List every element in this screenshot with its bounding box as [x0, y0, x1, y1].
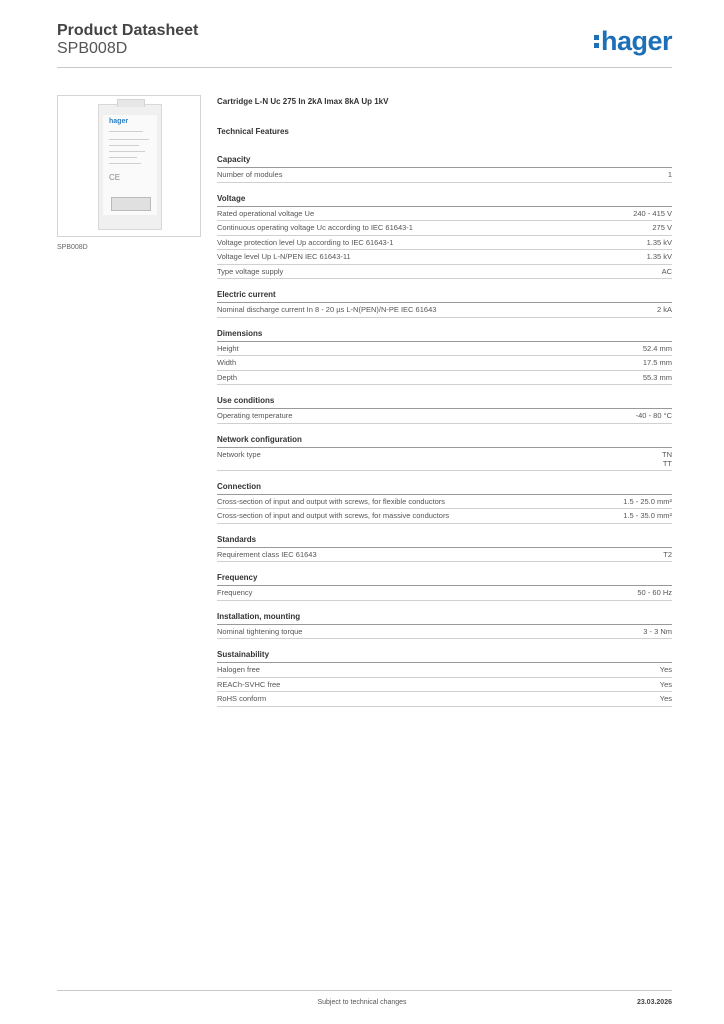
label-line — [109, 163, 141, 164]
logo-colon-icon — [594, 26, 599, 50]
feature-value: AC — [661, 266, 672, 276]
feature-value: Yes — [659, 694, 672, 703]
feature-row — [217, 265, 672, 280]
feature-section — [217, 612, 672, 640]
feature-section — [217, 573, 672, 601]
section-title: Installation, mounting — [217, 612, 672, 625]
footer-note: Subject to technical changes — [317, 999, 407, 1006]
feature-value-line: TT — [662, 458, 672, 468]
feature-row — [217, 409, 672, 424]
feature-value: 1.5 - 25.0 mm² — [623, 496, 672, 506]
cartridge-illustration — [98, 104, 162, 230]
feature-label: RoHS conform — [217, 694, 267, 703]
feature-row — [217, 236, 672, 251]
feature-section — [217, 396, 672, 424]
section-title: Sustainability — [217, 650, 672, 663]
section-title: Use conditions — [217, 396, 672, 409]
technical-features-heading: Technical Features — [217, 127, 289, 136]
section-title: Connection — [217, 482, 672, 495]
feature-value: 3 - 3 Nm — [643, 626, 672, 636]
feature-row — [217, 692, 672, 707]
footer-divider — [57, 990, 672, 991]
label-line — [109, 145, 139, 146]
feature-row — [217, 250, 672, 265]
feature-label: Halogen free — [217, 665, 260, 674]
feature-row — [217, 663, 672, 678]
feature-row — [217, 625, 672, 640]
feature-value: Yes — [659, 665, 672, 674]
feature-row — [217, 342, 672, 357]
cartridge-brand: hager — [109, 118, 129, 125]
feature-row — [217, 586, 672, 601]
image-caption: SPB008D — [57, 244, 88, 251]
feature-label: Voltage protection level Up according to IEC 61643-1 — [217, 237, 394, 247]
feature-value: 1.5 - 35.0 mm² — [623, 511, 672, 520]
hager-logo — [594, 26, 672, 56]
feature-row — [217, 303, 672, 318]
footer-date: 23.03.2026 — [636, 999, 672, 1006]
logo-text: hager — [601, 26, 673, 56]
section-title: Electric current — [217, 290, 672, 303]
feature-value: 17.5 mm — [642, 358, 672, 367]
page-title: Product Datasheet — [57, 22, 199, 39]
feature-row — [217, 548, 672, 563]
feature-section — [217, 435, 672, 471]
feature-value: 1.35 kV — [646, 252, 672, 261]
header-divider — [57, 67, 672, 68]
feature-sections — [217, 155, 672, 707]
feature-value: Yes — [659, 679, 672, 689]
product-image — [57, 95, 201, 237]
feature-value: 2 kA — [656, 305, 672, 314]
feature-value: -40 - 80 °C — [635, 411, 672, 420]
feature-section — [217, 194, 672, 280]
feature-value: 1 — [667, 170, 672, 179]
feature-label: Rated operational voltage Ue — [217, 208, 315, 218]
feature-row — [217, 221, 672, 236]
feature-label: Cross-section of input and output with screws, for massive conductors — [217, 511, 450, 520]
feature-label: Voltage level Up L-N/PEN IEC 61643-11 — [217, 252, 351, 261]
datasheet-content — [217, 97, 672, 718]
label-line — [109, 139, 149, 140]
cartridge-window — [111, 197, 151, 211]
feature-value: 55.3 mm — [642, 372, 672, 382]
feature-label: Height — [217, 343, 239, 353]
feature-value: 240 - 415 V — [633, 208, 672, 218]
feature-value — [662, 448, 672, 470]
feature-value-line: TN — [662, 449, 672, 459]
ce-mark: CE — [109, 173, 121, 182]
section-title: Standards — [217, 535, 672, 548]
section-title: Network configuration — [217, 435, 672, 448]
cartridge-label — [103, 115, 157, 215]
feature-label: Frequency — [217, 588, 253, 597]
section-title: Voltage — [217, 194, 672, 207]
feature-section — [217, 535, 672, 563]
feature-label: Depth — [217, 372, 238, 382]
feature-label: Network type — [217, 449, 261, 459]
feature-label: Nominal discharge current In 8 - 20 µs L-N(PEN)/N-PE IEC 61643 — [217, 305, 437, 314]
feature-row — [217, 448, 672, 471]
section-title: Frequency — [217, 573, 672, 586]
feature-section — [217, 482, 672, 524]
feature-row — [217, 168, 672, 183]
feature-row — [217, 207, 672, 222]
feature-section — [217, 290, 672, 318]
feature-value: T2 — [663, 549, 672, 559]
product-title: Cartridge L-N Uc 275 In 2kA Imax 8kA Up 1kV — [217, 97, 389, 106]
label-line — [109, 157, 137, 158]
feature-label: Width — [217, 358, 237, 367]
feature-label: Number of modules — [217, 170, 283, 179]
feature-value: 52.4 mm — [642, 343, 672, 353]
feature-label: REACh-SVHC free — [217, 679, 281, 689]
feature-label: Requirement class IEC 61643 — [217, 549, 317, 559]
feature-label: Cross-section of input and output with screws, for flexible conductors — [217, 496, 446, 506]
feature-label: Type voltage supply — [217, 266, 284, 276]
feature-label: Continuous operating voltage Uc according to IEC 61643-1 — [217, 223, 413, 232]
feature-row — [217, 509, 672, 524]
feature-value: 1.35 kV — [646, 237, 672, 247]
section-title: Dimensions — [217, 329, 672, 342]
label-line — [109, 151, 145, 152]
feature-row — [217, 356, 672, 371]
feature-row — [217, 678, 672, 693]
feature-label: Nominal tightening torque — [217, 626, 303, 636]
feature-label: Operating temperature — [217, 411, 293, 420]
feature-section — [217, 650, 672, 707]
feature-section — [217, 329, 672, 386]
feature-section — [217, 155, 672, 183]
section-title: Capacity — [217, 155, 672, 168]
label-line — [109, 131, 143, 132]
cartridge-tab — [117, 99, 145, 107]
feature-value: 50 - 60 Hz — [637, 588, 672, 597]
feature-row — [217, 371, 672, 386]
feature-row — [217, 495, 672, 510]
product-code: SPB008D — [57, 40, 128, 57]
feature-value: 275 V — [652, 223, 672, 232]
